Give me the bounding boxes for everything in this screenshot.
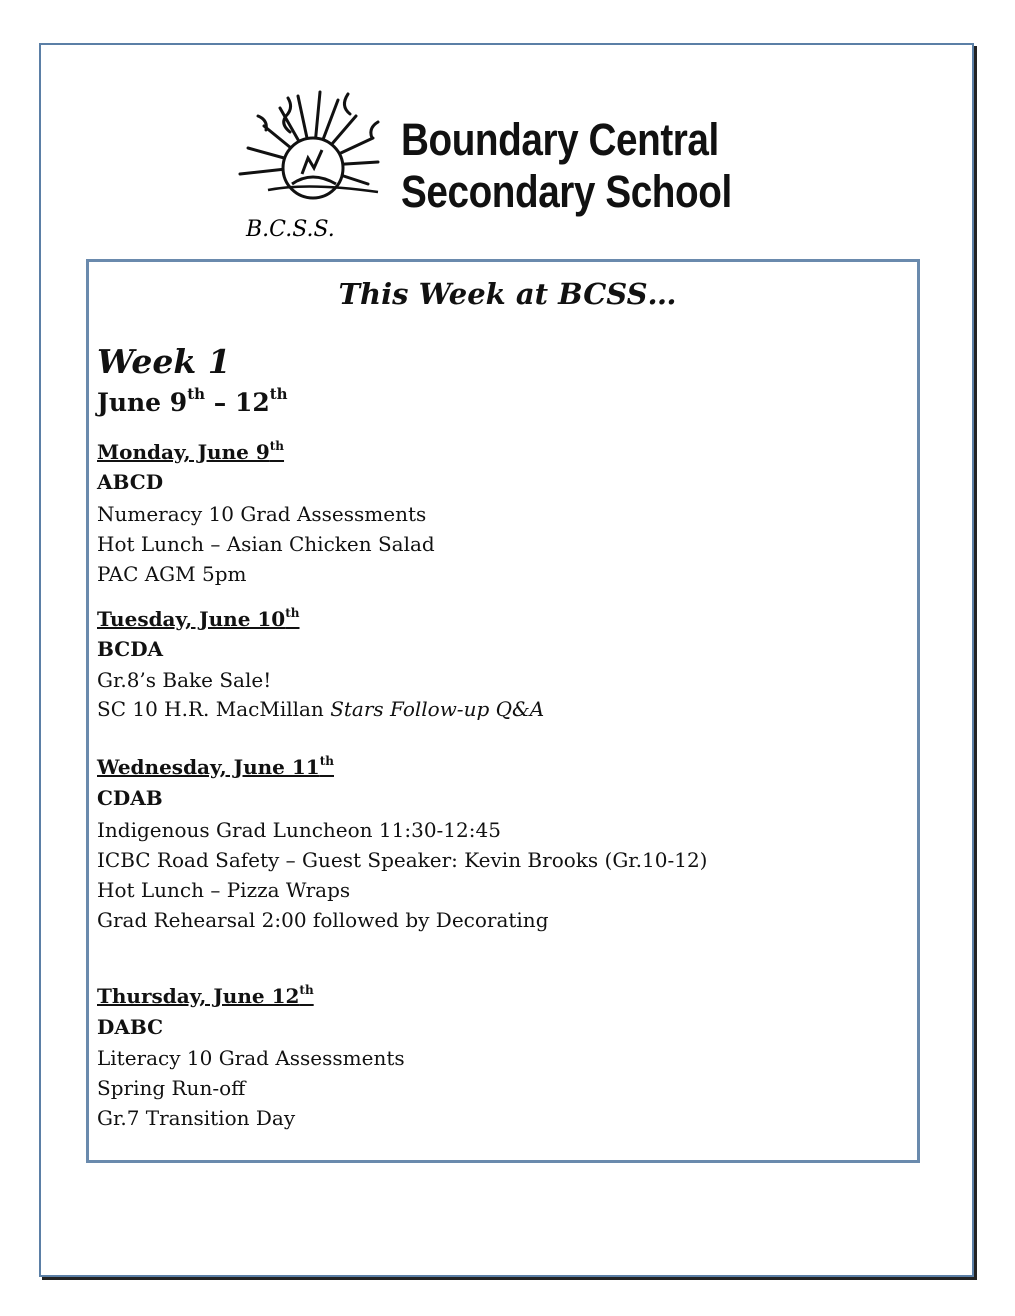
event-item: Hot Lunch – Pizza Wraps (97, 878, 351, 902)
day-heading-text: Wednesday, June 11 (97, 755, 320, 779)
date-range-end: 12 (234, 388, 270, 417)
day-heading-text: Tuesday, June 10 (97, 607, 286, 631)
event-item: Hot Lunch – Asian Chicken Salad (97, 532, 435, 556)
event-item (97, 697, 544, 721)
day-heading-sup: th (285, 605, 300, 620)
day-heading-sup: th (269, 438, 285, 453)
day-heading-monday (97, 440, 284, 464)
week-title: Week 1 (97, 342, 231, 381)
event-text-italic: Stars Follow-up Q&A (330, 697, 545, 721)
block-rotation-tuesday: BCDA (97, 637, 164, 661)
logo-text: B.C.S.S. (246, 217, 335, 242)
day-heading-wednesday (97, 755, 334, 779)
school-header (228, 86, 788, 242)
event-item: Gr.8’s Bake Sale! (97, 668, 272, 692)
event-item: ICBC Road Safety – Guest Speaker: Kevin Brooks (Gr.10-12) (97, 848, 708, 872)
block-rotation-wednesday: CDAB (97, 786, 163, 810)
day-heading-sup: th (299, 982, 314, 997)
day-heading-text: Monday, June 9 (97, 440, 270, 464)
day-heading-text: Thursday, June 12 (97, 984, 300, 1008)
event-item: Gr.7 Transition Day (97, 1106, 296, 1130)
block-rotation-monday: ABCD (97, 470, 164, 494)
event-item: Spring Run-off (97, 1076, 246, 1100)
day-heading-sup: th (319, 753, 334, 768)
day-heading-thursday (97, 984, 314, 1008)
event-item: Literacy 10 Grad Assessments (97, 1046, 405, 1070)
date-range-start: June 9 (97, 388, 188, 417)
school-logo-sun-icon (228, 86, 398, 242)
day-heading-tuesday (97, 607, 300, 631)
event-item: Grad Rehearsal 2:00 followed by Decorating (97, 908, 549, 932)
event-item: Numeracy 10 Grad Assessments (97, 502, 427, 526)
date-range-separator: – (205, 388, 235, 417)
banner-title: This Week at BCSS… (338, 277, 677, 311)
event-text: SC 10 H.R. MacMillan (97, 697, 331, 721)
date-range-start-sup: th (187, 385, 206, 404)
school-name (401, 114, 732, 218)
date-range-end-sup: th (269, 385, 288, 404)
date-range (97, 385, 288, 417)
school-name-line2: Secondary School (401, 166, 732, 217)
event-item: Indigenous Grad Luncheon 11:30-12:45 (97, 818, 501, 842)
event-item: PAC AGM 5pm (97, 562, 247, 586)
block-rotation-thursday: DABC (97, 1015, 164, 1039)
school-name-line1: Boundary Central (401, 114, 719, 165)
